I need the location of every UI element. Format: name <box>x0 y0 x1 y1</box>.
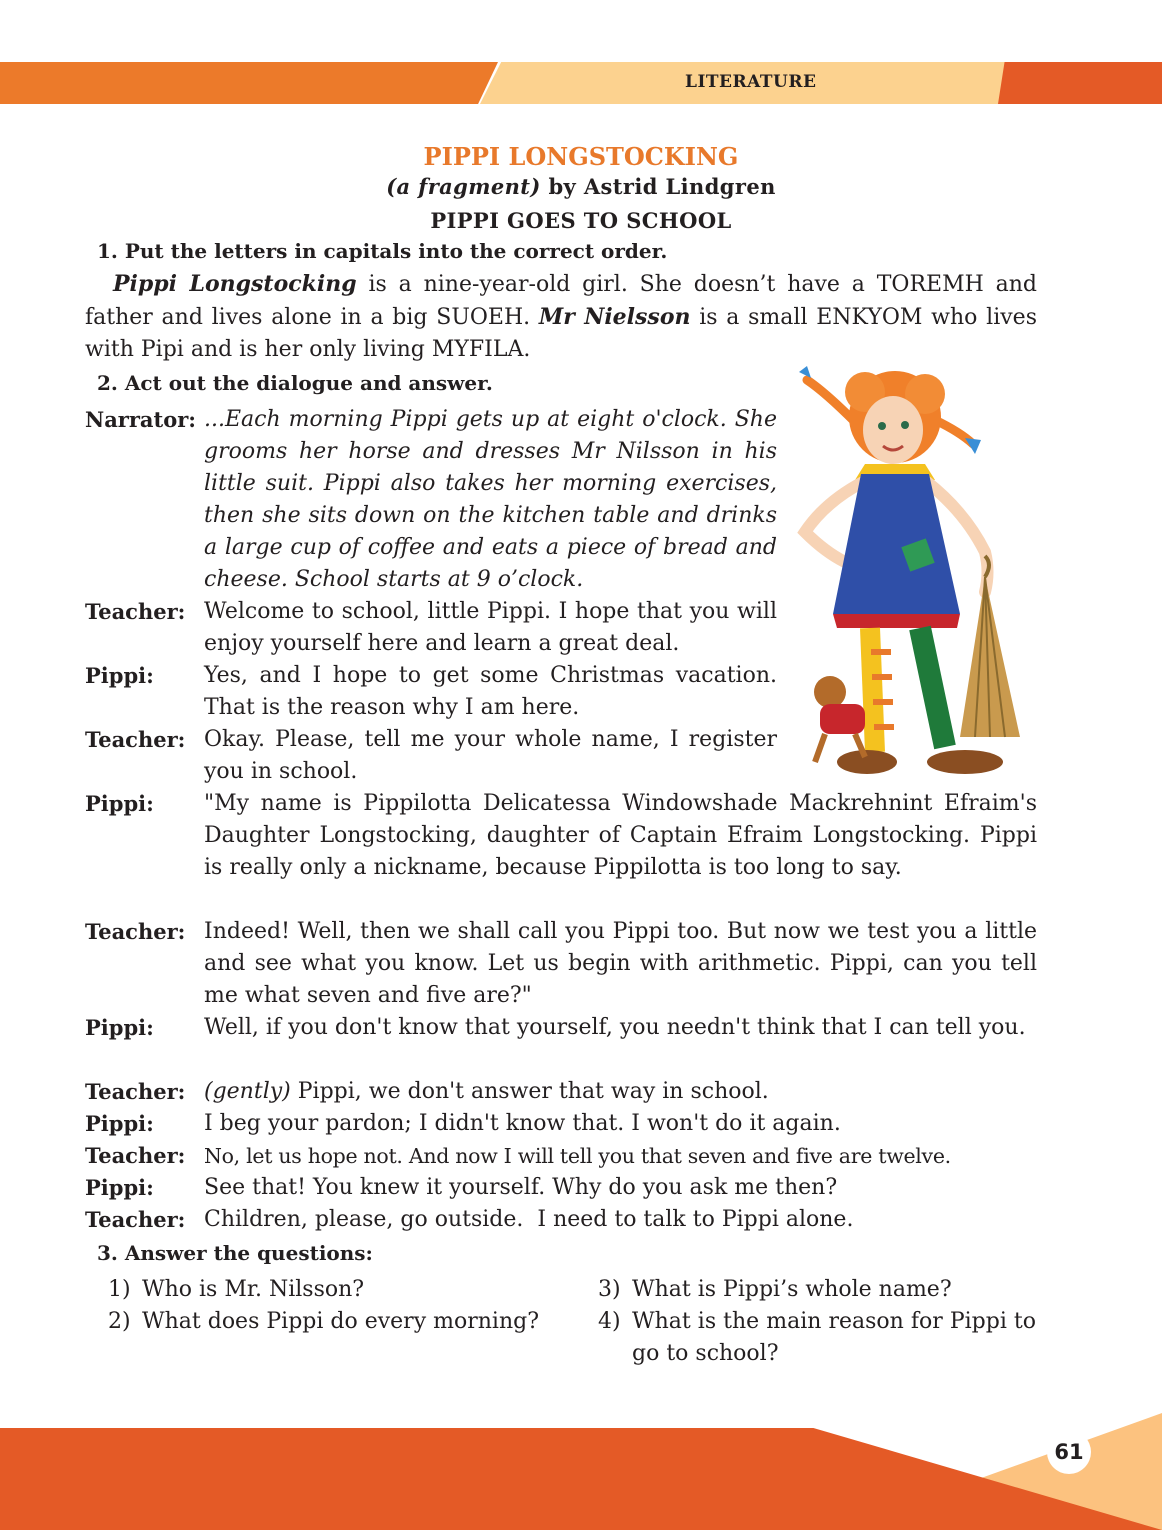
dialogue-text: Children, please, go outside. I need to talk to Pippi alone. <box>204 1207 854 1232</box>
task3-heading: 3. Answer the questions: <box>97 1241 373 1265</box>
page-number: 61 <box>1047 1430 1091 1474</box>
footer-band-dark <box>0 1428 1162 1530</box>
dialogue-text: Indeed! Well, then we shall call you Pippi too. But now we test you a little and see what you know. Let us begin with arithmetic. Pippi, can you tell me what seven and five are?" <box>204 919 1037 1008</box>
dialogue-line <box>85 1204 1037 1236</box>
dialogue-line <box>85 1108 1037 1140</box>
dialogue-line <box>85 724 777 788</box>
dialogue-text: I beg your pardon; I didn't know that. I won't do it again. <box>204 1111 841 1136</box>
question-item <box>108 1274 546 1306</box>
dialogue-line <box>85 660 777 724</box>
task1-heading: 1. Put the letters in capitals into the correct order. <box>97 239 668 263</box>
dialogue-text: Welcome to school, little Pippi. I hope that you will enjoy yourself here and learn a great deal. <box>204 599 777 656</box>
dialogue-text: Pippi, we don't answer that way in school. <box>290 1079 769 1104</box>
question-text: What is the main reason for Pippi to go to school? <box>632 1309 1036 1366</box>
dialogue-text: ...Each morning Pippi gets up at eight o'clock. She grooms her horse and dresses Mr Nilsson in his little suit. Pippi also takes her morning exercises, then she sits down on the kitchen table and drinks a large cup of coffee and eats a piece of bread and cheese. School starts at 9 o’clock. <box>204 407 777 592</box>
subtitle-fragment: (a fragment) <box>386 174 541 199</box>
task1-text-1: is a nine-year-old girl. She doesn’t have a TOREMH and father and lives alone in a big SUOEH. <box>85 272 1037 330</box>
question-item <box>598 1274 1036 1306</box>
chapter-title: PIPPI GOES TO SCHOOL <box>430 208 732 233</box>
speaker-label: Teacher: <box>85 1079 186 1104</box>
story-subtitle <box>0 174 1162 199</box>
task2-heading: 2. Act out the dialogue and answer. <box>97 371 493 395</box>
stage-direction: (gently) <box>204 1079 291 1104</box>
dialogue-text: "My name is Pippilotta Delicatessa Windowshade Mackrehnint Efraim's Daughter Longstocking, daughter of Captain Efraim Longstocking. Pippi is really only a nickname, because Pippilotta is too long to say. <box>204 791 1037 880</box>
section-label: LITERATURE <box>685 72 817 92</box>
speaker-label: Teacher: <box>85 919 186 944</box>
dialogue-text: Okay. Please, tell me your whole name, I register you in school. <box>204 727 777 784</box>
question-number: 2) <box>108 1309 131 1334</box>
question-item <box>108 1306 546 1338</box>
speaker-label: Pippi: <box>85 1015 154 1040</box>
question-text: Who is Mr. Nilsson? <box>142 1277 365 1302</box>
question-item <box>598 1306 1036 1370</box>
task1-text-2: is a small ENKYOM who lives with Pipi and is her only living MYFILA. <box>85 305 1037 362</box>
speaker-label: Teacher: <box>85 1143 186 1168</box>
question-text: What does Pippi do every morning? <box>142 1309 539 1334</box>
dialogue-text: No, let us hope not. And now I will tell you that seven and five are twelve. <box>204 1144 951 1168</box>
question-number: 3) <box>598 1277 621 1302</box>
dialogue-text: Yes, and I hope to get some Christmas vacation. That is the reason why I am here. <box>204 663 777 720</box>
dialogue-line <box>85 1076 1037 1108</box>
speaker-label: Narrator: <box>85 407 197 432</box>
speaker-label: Pippi: <box>85 791 154 816</box>
question-number: 1) <box>108 1277 131 1302</box>
story-title: PIPPI LONGSTOCKING <box>423 142 739 171</box>
subtitle-author: by Astrid Lindgren <box>540 174 776 199</box>
dialogue-line <box>85 1012 1037 1044</box>
dialogue-text: Well, if you don't know that yourself, you needn't think that I can tell you. <box>204 1015 1026 1040</box>
dialogue-line <box>85 788 1037 884</box>
dialogue-line <box>85 404 777 596</box>
speaker-label: Pippi: <box>85 663 154 688</box>
speaker-label: Teacher: <box>85 1207 186 1232</box>
question-number: 4) <box>598 1309 621 1334</box>
dialogue-line <box>85 916 1037 1012</box>
question-text: What is Pippi’s whole name? <box>632 1277 952 1302</box>
speaker-label: Pippi: <box>85 1175 154 1200</box>
dialogue-line <box>85 1140 1037 1172</box>
speaker-label: Pippi: <box>85 1111 154 1136</box>
speaker-label: Teacher: <box>85 727 186 752</box>
task1-name-pippi: Pippi Longstocking <box>113 271 357 297</box>
pippi-illustration <box>785 352 1040 782</box>
header-band-left <box>0 62 498 104</box>
dialogue-line <box>85 1172 1037 1204</box>
header-band-right <box>998 62 1162 104</box>
speaker-label: Teacher: <box>85 599 186 624</box>
dialogue-text: See that! You knew it yourself. Why do you ask me then? <box>204 1175 838 1200</box>
dialogue-line <box>85 596 777 660</box>
task1-name-nielsson: Mr Nielsson <box>538 304 691 330</box>
